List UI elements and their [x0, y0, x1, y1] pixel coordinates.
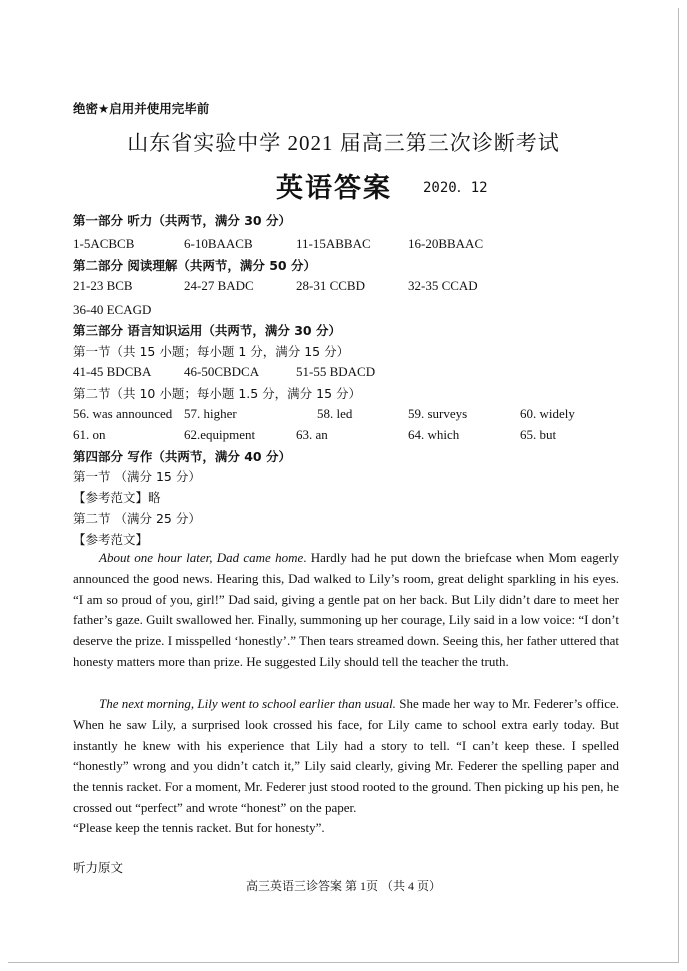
page-footer: 高三英语三诊答案 第 1页 （共 4 页） — [245, 879, 441, 893]
answer-group: 41-45 BDCBA — [73, 364, 152, 379]
part4-heading: 第四部分 写作（共两节，满分 40 分） — [73, 449, 291, 464]
part3-section2-title: 第二节（共 10 小题；每小题 1.5 分，满分 15 分） — [73, 386, 362, 401]
answer-item: 60. widely — [520, 406, 575, 421]
part4-section1-title: 第一节 （满分 15 分） — [73, 469, 201, 484]
answer-group: 51-55 BDACD — [296, 364, 376, 379]
answer-item: 59. surveys — [408, 406, 468, 421]
answer-group: 46-50CBDCA — [184, 364, 260, 379]
paragraph-lead: The next morning, Lily went to school earlier than usual. — [99, 696, 396, 711]
answer-item: 57. higher — [184, 406, 237, 421]
essay-paragraph-2 — [73, 694, 619, 819]
answer-group: 24-27 BADC — [184, 278, 254, 293]
paragraph-lead: About one hour later, Dad came home — [99, 550, 304, 565]
part4-sample2-label: 【参考范文】 — [73, 532, 149, 547]
part3-section1-title: 第一节（共 15 小题；每小题 1 分，满分 15 分） — [73, 344, 350, 359]
answer-group: 11-15ABBAC — [296, 236, 371, 251]
answer-item: 65. but — [520, 427, 557, 442]
listening-transcript-heading: 听力原文 — [73, 860, 124, 875]
answer-item: 64. which — [408, 427, 460, 442]
secret-label: 绝密★启用并使用完毕前 — [73, 101, 210, 116]
paragraph-body: . Hardly had he put down the briefcase when Mom eagerly announced the good news. Hearing this, Dad walked to Lily’s room, great delight sparkling in his eyes. “I am so proud of you, girl!” Dad said, giving a gentle pat on her back. But Lily didn’t dare to meet her father’s gaze. Guilt swallowed her. Finally, summoning up her courage, Lily said in a low voice: “I don’t deserve the prize. I misspelled ‘honestly’.” Then tears streamed down. Seeing this, her father uttered that honesty matters more than prize. He suggested Lily should tell the teacher the truth. — [73, 550, 620, 669]
answer-group: 32-35 CCAD — [408, 278, 478, 293]
part2-heading: 第二部分 阅读理解（共两节，满分 50 分） — [73, 258, 316, 273]
part3-heading: 第三部分 语言知识运用（共两节，满分 30 分） — [73, 323, 341, 338]
part4-section2-title: 第二节 （满分 25 分） — [73, 511, 201, 526]
answer-group: 28-31 CCBD — [296, 278, 365, 293]
part1-heading: 第一部分 听力（共两节，满分 30 分） — [73, 213, 291, 228]
exam-date: 2020．12 — [423, 180, 488, 196]
answer-group: 16-20BBAAC — [408, 236, 484, 251]
page-title: 英语答案 — [276, 173, 392, 204]
answer-group: 21-23 BCB — [73, 278, 133, 293]
answer-item: 62.equipment — [184, 427, 256, 442]
answer-group: 36-40 ECAGD — [73, 302, 152, 317]
essay-closing-line: “Please keep the tennis racket. But for honesty”. — [73, 820, 325, 835]
answer-item: 56. was announced — [73, 406, 173, 421]
answer-item: 61. on — [73, 427, 106, 442]
paragraph-body: She made her way to Mr. Federer’s office. When he saw Lily, a surprised look crossed his face, for Lily came to school extra early today. But instantly he knew with his experience that Lily had a story to tell. “I can’t keep these. I spelled “honestly” wrong and you didn’t catch it,” Lily said clearly, giving Mr. Federer the spelling paper and the tennis racket. For a moment, Mr. Federer just stood rooted to the ground. Then picking up his pen, he crossed out “perfect” and wrote “honest” on the paper. — [73, 696, 619, 815]
essay-paragraph-1 — [73, 548, 619, 673]
part4-sample1: 【参考范文】略 — [73, 490, 161, 505]
answer-item: 58. led — [317, 406, 353, 421]
answer-item: 63. an — [296, 427, 328, 442]
answer-group: 1-5ACBCB — [73, 236, 135, 251]
answer-group: 6-10BAACB — [184, 236, 253, 251]
exam-name: 山东省实验中学 2021 届高三第三次诊断考试 — [127, 131, 560, 155]
